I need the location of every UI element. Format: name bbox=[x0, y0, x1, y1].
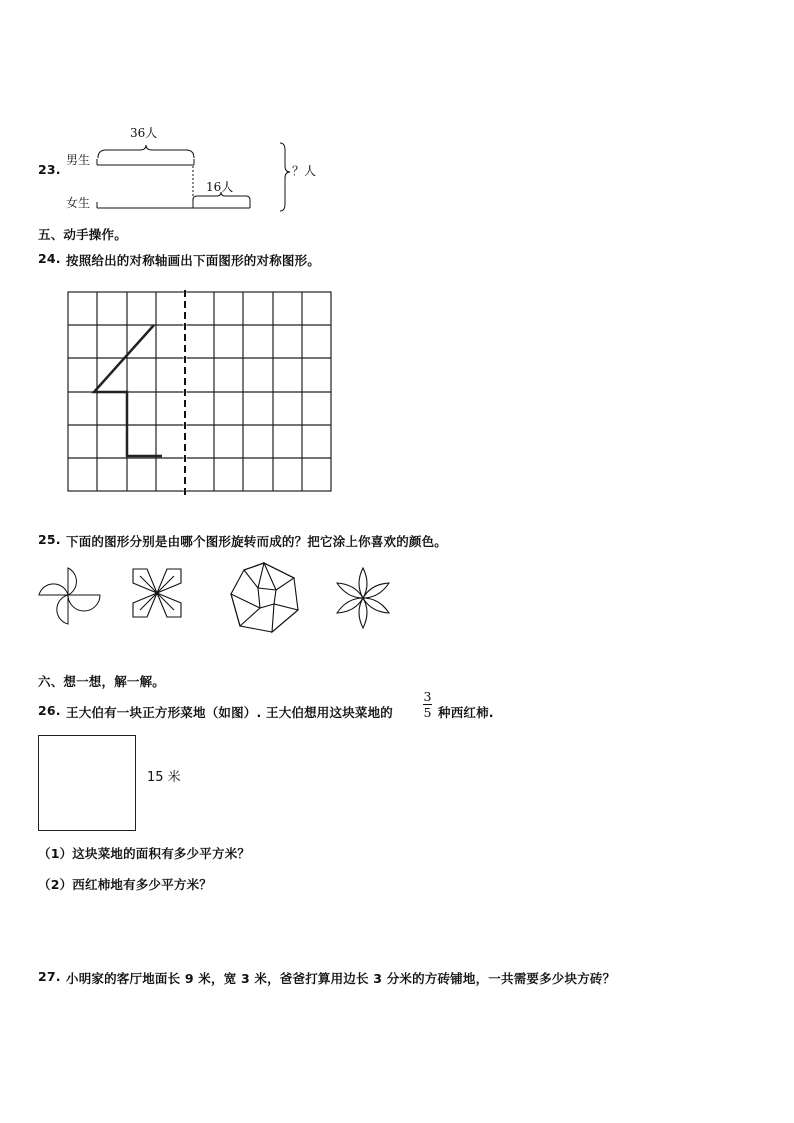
q26-number: 26. bbox=[38, 703, 61, 718]
symmetry-grid bbox=[66, 290, 336, 500]
boys-count-label: 36人 bbox=[130, 126, 158, 140]
q27-text: 小明家的客厅地面长 9 米，宽 3 米，爸爸打算用边长 3 分米的方砖铺地，一共需要多少块方砖？ bbox=[66, 971, 616, 986]
given-shape bbox=[94, 325, 162, 456]
q24-number: 24. bbox=[38, 251, 61, 266]
side-length-label: 15 米 bbox=[147, 770, 181, 785]
fraction-three-fifths bbox=[423, 690, 432, 719]
q24-text: 按照给出的对称轴画出下面图形的对称图形。 bbox=[66, 253, 321, 268]
fraction-numerator: 3 bbox=[423, 689, 432, 704]
section-5-title: 五、动手操作。 bbox=[38, 227, 127, 242]
q26-sub1: （1）这块菜地的面积有多少平方米？ bbox=[38, 846, 251, 861]
total-label: ？人 bbox=[292, 164, 317, 178]
q26-sub2: （2）西红柿地有多少平方米？ bbox=[38, 877, 212, 892]
q27-number: 27. bbox=[38, 969, 61, 984]
extra-brace bbox=[193, 192, 250, 208]
q26-text-after: 种西红柿. bbox=[438, 705, 494, 720]
q23-line-diagram bbox=[0, 0, 794, 230]
square-field bbox=[38, 735, 136, 831]
boys-brace bbox=[98, 145, 194, 158]
pinwheel-figure bbox=[35, 563, 105, 633]
arrow-cross-figure bbox=[130, 566, 190, 626]
fraction-denominator: 5 bbox=[423, 705, 432, 720]
girls-label: 女生 bbox=[66, 196, 91, 210]
q26-text-before: 王大伯有一块正方形菜地（如图）. 王大伯想用这块菜地的 bbox=[66, 705, 394, 720]
section-6-title: 六、想一想，解一解。 bbox=[38, 674, 166, 689]
q25-number: 25. bbox=[38, 532, 61, 547]
flower-figure bbox=[330, 566, 396, 632]
q23-number: 23. bbox=[38, 162, 61, 177]
hexagon-figure bbox=[228, 560, 304, 636]
q25-text: 下面的图形分别是由哪个图形旋转而成的？把它涂上你喜欢的颜色。 bbox=[66, 534, 448, 549]
boys-label: 男生 bbox=[66, 153, 91, 167]
extra-count-label: 16人 bbox=[206, 180, 234, 194]
total-brace bbox=[280, 143, 290, 211]
